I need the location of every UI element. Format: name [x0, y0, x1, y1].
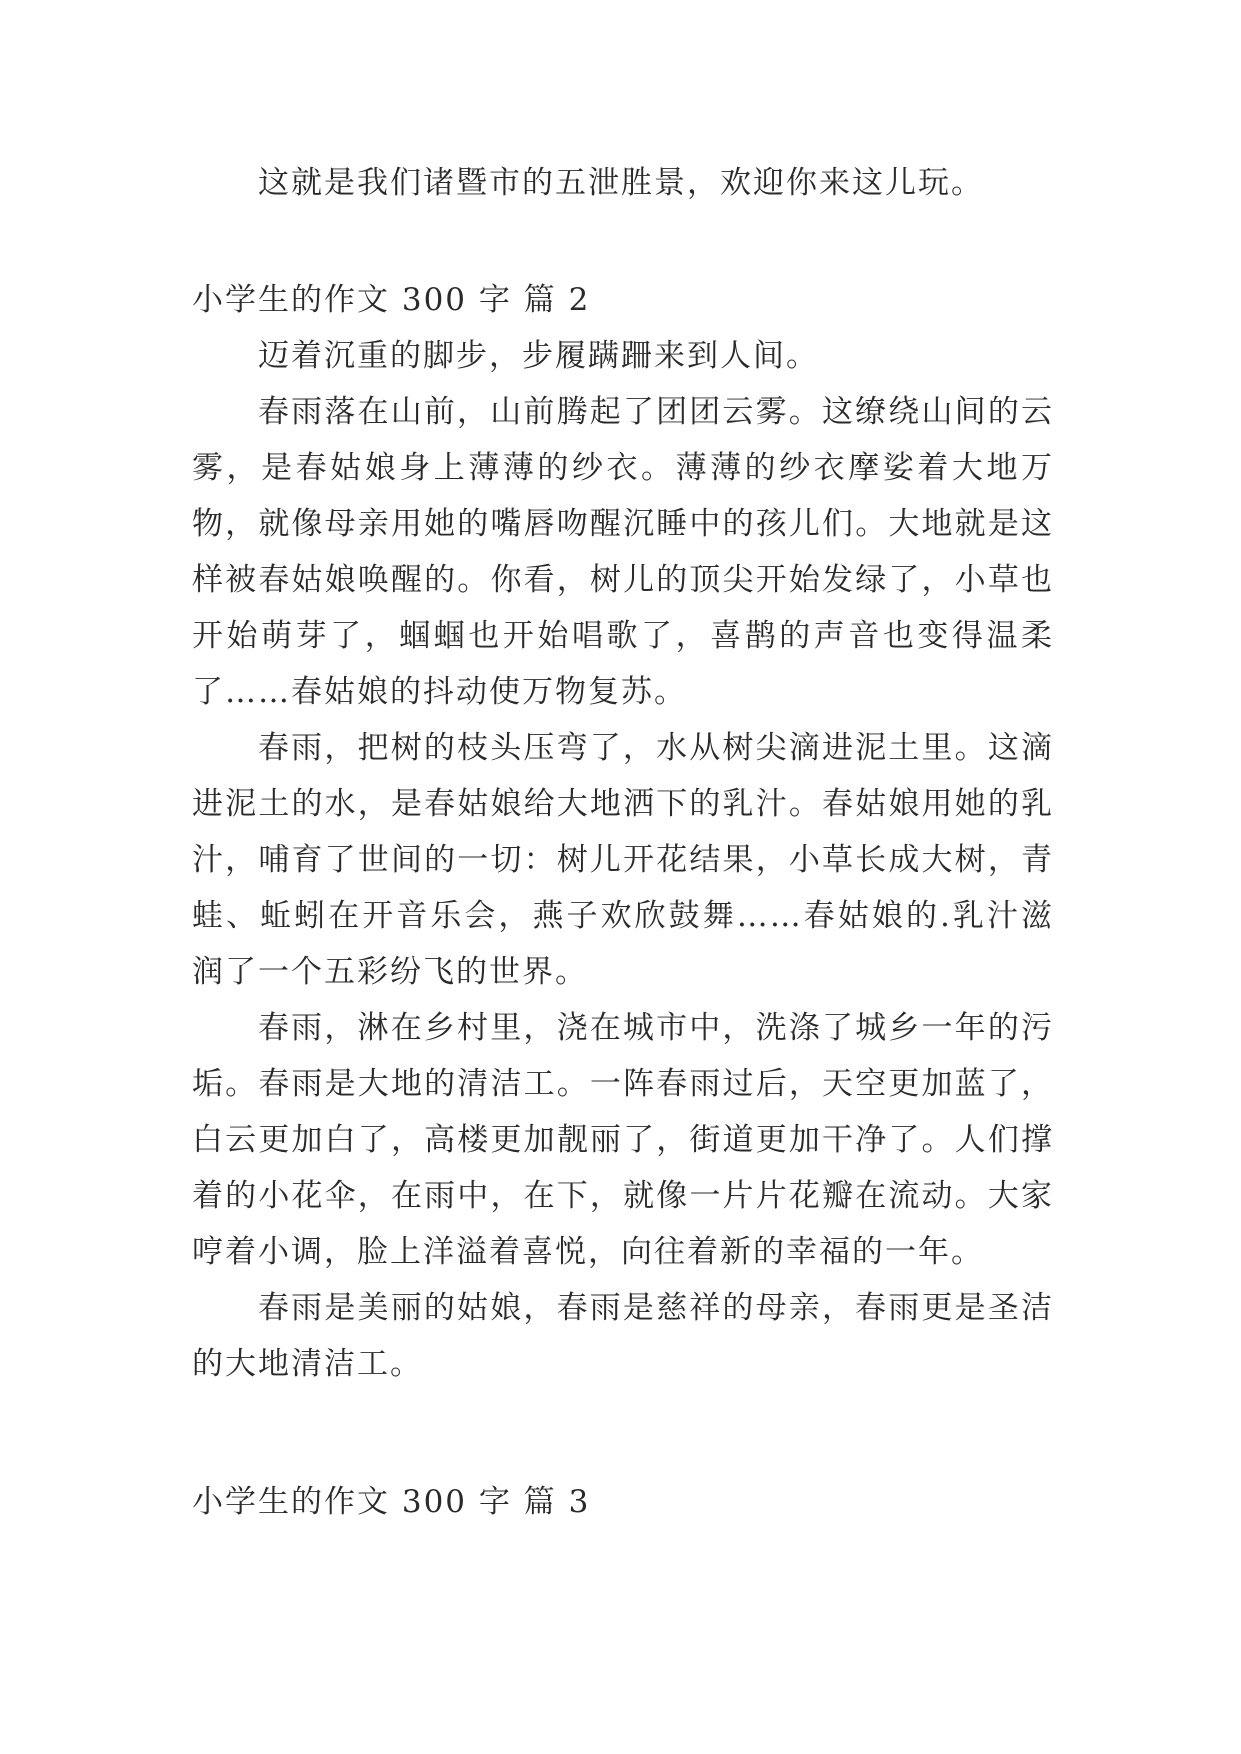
section-3	[192, 1474, 1054, 1530]
intro-paragraph: 这就是我们诸暨市的五泄胜景，欢迎你来这儿玩。	[258, 165, 984, 201]
section-2-paragraph-3: 春雨，把树的枝头压弯了，水从树尖滴进泥土里。这滴进泥土的水，是春姑娘给大地洒下的乳汁。春姑娘用她的乳汁，哺育了世间的一切：树儿开花结果，小草长成大树，青蛙、蚯蚓在开音乐会，燕子欢欣鼓舞……春姑娘的.乳汁滋润了一个五彩纷飞的世界。	[192, 730, 1054, 990]
intro-block	[192, 155, 1054, 211]
section-2-heading: 小学生的作文 300 字 篇 2	[192, 282, 591, 318]
section-2-paragraph-2: 春雨落在山前，山前腾起了团团云雾。这缭绕山间的云雾，是春姑娘身上薄薄的纱衣。薄薄的纱衣摩娑着大地万物，就像母亲用她的嘴唇吻醒沉睡中的孩儿们。大地就是这样被春姑娘唤醒的。你看，树儿的顶尖开始发绿了，小草也开始萌芽了，蝈蝈也开始唱歌了，喜鹊的声音也变得温柔了……春姑娘的抖动使万物复苏。	[192, 394, 1054, 710]
section-2-paragraph-1: 迈着沉重的脚步，步履蹒跚来到人间。	[258, 338, 819, 374]
section-2-paragraph-5: 春雨是美丽的姑娘，春雨是慈祥的母亲，春雨更是圣洁的大地清洁工。	[192, 1290, 1054, 1382]
section-2	[192, 272, 1054, 1392]
section-3-heading: 小学生的作文 300 字 篇 3	[192, 1484, 591, 1520]
section-2-paragraph-4: 春雨，淋在乡村里，浇在城市中，洗涤了城乡一年的污垢。春雨是大地的清洁工。一阵春雨过后，天空更加蓝了，白云更加白了，高楼更加靓丽了，街道更加干净了。人们撑着的小花伞，在雨中，在下，就像一片片花瓣在流动。大家哼着小调，脸上洋溢着喜悦，向往着新的幸福的一年。	[192, 1010, 1054, 1270]
